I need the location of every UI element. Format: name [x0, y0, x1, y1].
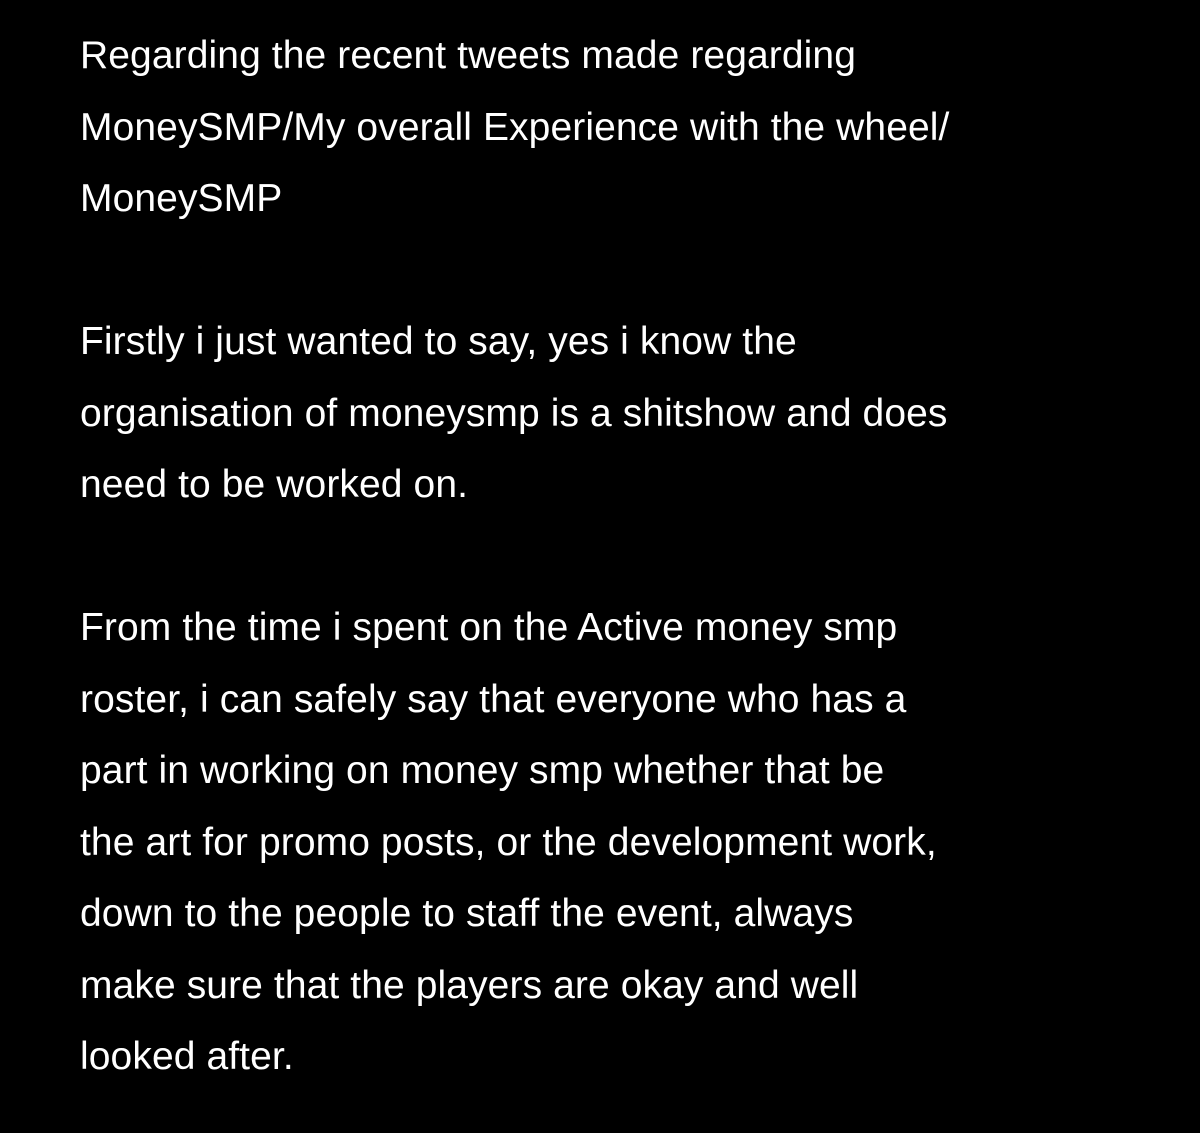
text-line: MoneySMP/My overall Experience with the wheel/	[80, 105, 950, 149]
text-line: roster, i can safely say that everyone who has a	[80, 677, 907, 721]
text-line: part in working on money smp whether that be	[80, 749, 885, 792]
text-line: MoneySMP	[80, 177, 283, 220]
text-line: need to be worked on.	[80, 463, 469, 506]
text-line: Firstly i just wanted to say, yes i know the	[80, 320, 797, 363]
paragraph-organisation	[80, 306, 1170, 521]
text-line: Regarding the recent tweets made regarding	[80, 34, 856, 77]
notes-text-body	[80, 20, 1170, 1093]
text-line: the art for promo posts, or the development work,	[80, 820, 937, 864]
text-line: make sure that the players are okay and well	[80, 963, 859, 1007]
paragraph-intro	[80, 20, 1170, 235]
text-line: looked after.	[80, 1035, 294, 1078]
paragraph-roster	[80, 592, 1170, 1093]
paragraph-spacer	[80, 521, 1170, 593]
text-line: organisation of moneysmp is a shitshow and does	[80, 391, 948, 435]
text-line: From the time i spent on the Active money smp	[80, 606, 898, 649]
text-line: down to the people to staff the event, always	[80, 892, 854, 935]
paragraph-spacer	[80, 235, 1170, 307]
